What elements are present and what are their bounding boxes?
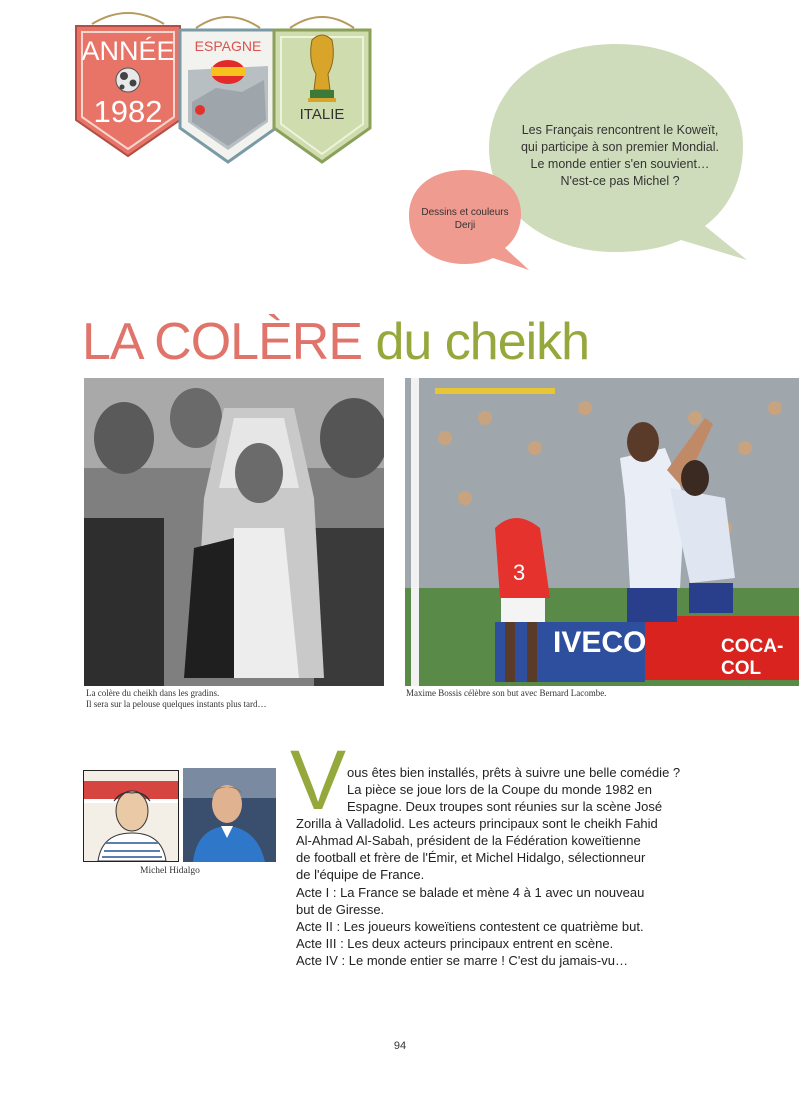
article-line-7: de l'équipe de France. [296,867,425,882]
green-bubble-line-4: N'est-ce pas Michel ? [560,174,680,188]
banner-coca: COCA-COL [721,636,784,679]
article-line-10: Acte II : Les joueurs koweïtiens contestent ce quatrième but. [296,919,644,934]
caption-hidalgo: Michel Hidalgo [140,866,200,876]
article-line-3: Espagne. Deux troupes sont réunies sur la scène José [347,799,663,814]
article-line-9: but de Giresse. [296,902,385,917]
photo-cheikh-stands [84,378,396,686]
title-part-1: LA COLÈRE [82,313,363,371]
article-line-6: de football et frère de l'Émir, et Michel Hidalgo, sélectionneur [296,850,646,865]
article-line-4: Zorilla à Valladolid. Les acteurs principaux sont le cheikh Fahid [296,816,658,831]
caption-left-line-2: Il sera sur la pelouse quelques instants plus tard… [86,699,267,709]
pennant-espagne-label: ESPAGNE [194,38,262,54]
green-bubble-line-2: qui participe à son premier Mondial. [520,140,720,154]
article-line-2: La pièce se joue lors de la Coupe du monde 1982 en [347,782,652,797]
photo-bossis-celebration [405,378,799,686]
drop-cap: V [290,733,347,827]
green-bubble-line-1: Les Français rencontrent le Koweït, [521,123,719,137]
banner-iveco: IVECO [553,626,647,659]
page-title [82,312,589,372]
speech-bubble-pink [407,168,529,272]
hidalgo-drawing [83,770,179,862]
green-bubble-line-3: Le monde entier s'en souvient… [530,157,710,171]
caption-right: Maxime Bossis célèbre son but avec Bernard Lacombe. [406,688,607,698]
pennant-italie [270,10,374,166]
jersey-number: 3 [513,560,526,585]
caption-left-line-1: La colère du cheikh dans les gradins. [86,688,220,698]
article-line-11: Acte III : Les deux acteurs principaux entrent en scène. [296,936,614,951]
article-line-5: Al-Ahmad Al-Sabah, président de la Fédération koweïtienne [296,833,641,848]
article-line-8: Acte I : La France se balade et mène 4 à 1 avec un nouveau [296,885,645,900]
pennant-espagne [176,10,280,166]
pennant-annee-label: ANNÉE [81,36,175,66]
pennant-annee-1982 [72,8,184,160]
article-line-12: Acte IV : Le monde entier se marre ! C'est du jamais-vu… [296,953,628,968]
hidalgo-photo [183,768,276,862]
pink-bubble-line-2: Derji [454,220,476,231]
page-number: 94 [393,1040,407,1052]
pink-bubble-line-1: Dessins et couleurs [421,207,509,218]
pennant-year-label: 1982 [93,94,163,129]
title-part-2: du cheikh [375,313,590,371]
article-line-1: ous êtes bien installés, prêts à suivre une belle comédie ? [347,765,681,780]
pennant-italie-label: ITALIE [299,106,345,123]
